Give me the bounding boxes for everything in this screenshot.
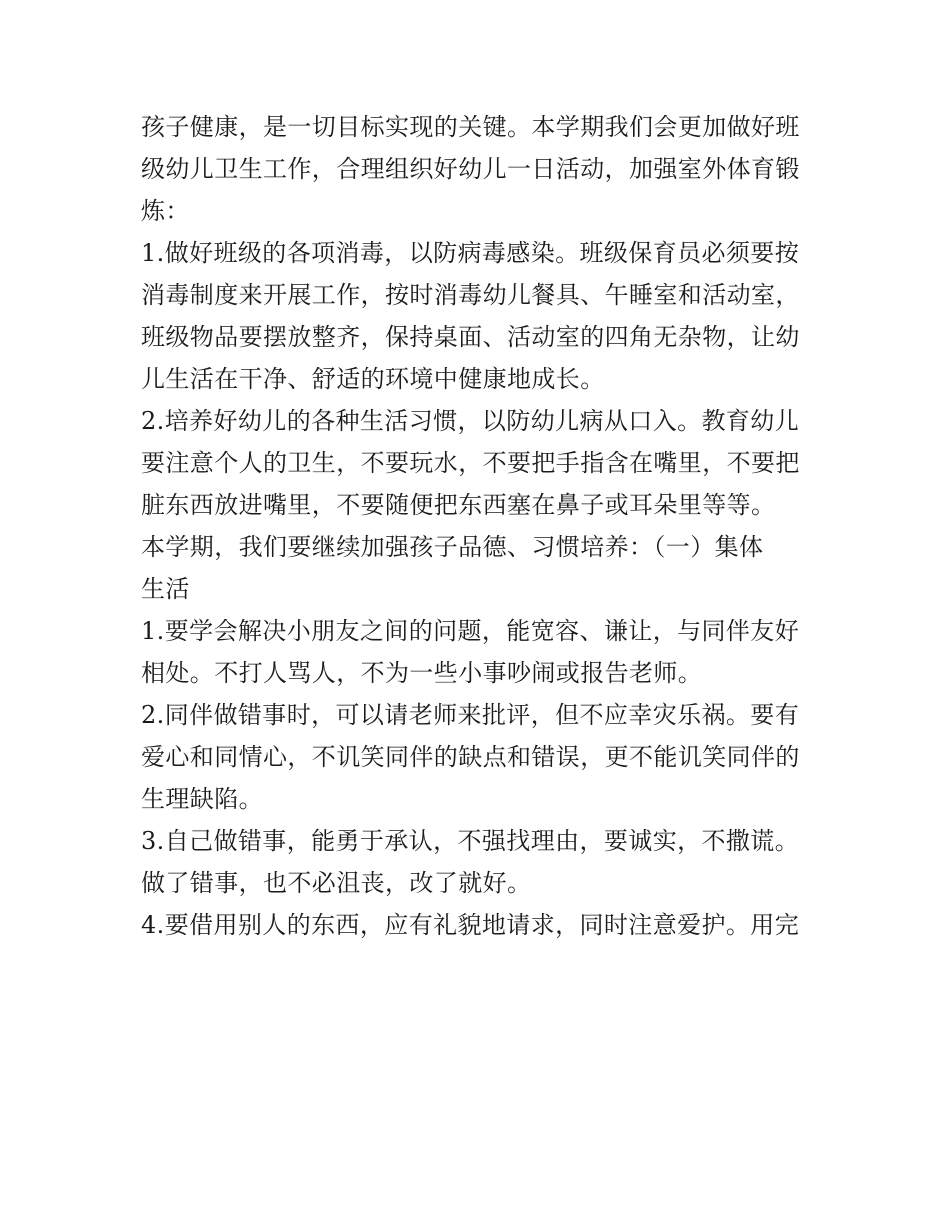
text-line: 要注意个人的卫生，不要玩水，不要把手指含在嘴里，不要把 (141, 449, 800, 477)
text-line: 4.要借用别人的东西，应有礼貌地请求，同时注意爱护。用完 (141, 911, 800, 939)
text-line: 消毒制度来开展工作，按时消毒幼儿餐具、午睡室和活动室， (141, 281, 800, 309)
text-line: 生活 (141, 575, 190, 603)
text-line: 2.培养好幼儿的各种生活习惯，以防幼儿病从口入。教育幼儿 (141, 407, 800, 435)
text-line: 班级物品要摆放整齐，保持桌面、活动室的四角无杂物，让幼 (141, 323, 800, 351)
text-line: 1.做好班级的各项消毒，以防病毒感染。班级保育员必须要按 (141, 239, 800, 267)
body-text (141, 106, 831, 946)
text-line: 炼： (141, 197, 190, 225)
text-line: 儿生活在干净、舒适的环境中健康地成长。 (141, 365, 605, 393)
text-line: 做了错事，也不必沮丧，改了就好。 (141, 869, 532, 897)
text-line: 1.要学会解决小朋友之间的问题，能宽容、谦让，与同伴友好 (141, 617, 800, 645)
text-line: 孩子健康，是一切目标实现的关键。本学期我们会更加做好班 (141, 113, 800, 141)
text-line: 3.自己做错事，能勇于承认，不强找理由，要诚实，不撒谎。 (141, 827, 800, 855)
text-line: 2.同伴做错事时，可以请老师来批评，但不应幸灾乐祸。要有 (141, 701, 800, 729)
text-line: 脏东西放进嘴里，不要随便把东西塞在鼻子或耳朵里等等。 (141, 491, 776, 519)
text-line: 相处。不打人骂人，不为一些小事吵闹或报告老师。 (141, 659, 703, 687)
text-line: 生理缺陷。 (141, 785, 263, 813)
text-line: 本学期，我们要继续加强孩子品德、习惯培养：（一）集体 (141, 533, 764, 561)
text-line: 爱心和同情心，不讥笑同伴的缺点和错误，更不能讥笑同伴的 (141, 743, 800, 771)
text-line: 级幼儿卫生工作，合理组织好幼儿一日活动，加强室外体育锻 (141, 155, 800, 183)
